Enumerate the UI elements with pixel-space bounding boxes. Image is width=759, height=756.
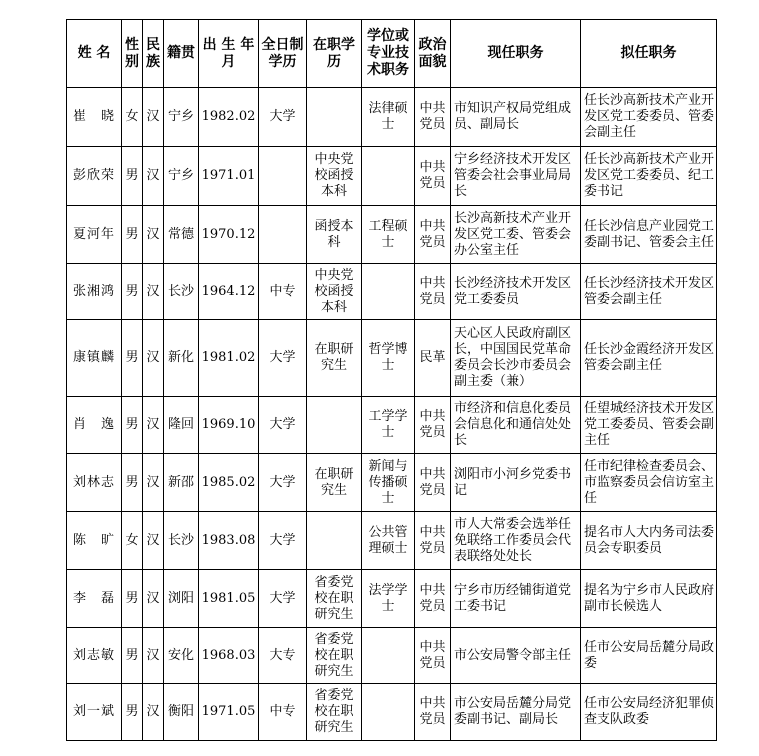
header-political: 政治面貌 xyxy=(415,20,451,88)
cell-inservice-edu: 中央党校函授本科 xyxy=(307,264,362,320)
cell-ethnicity: 汉 xyxy=(143,88,164,147)
cell-origin: 隆回 xyxy=(164,397,199,454)
cell-ethnicity: 汉 xyxy=(143,628,164,684)
cell-gender: 男 xyxy=(122,206,143,264)
header-birth: 出 生 年 月 xyxy=(199,20,259,88)
header-name: 姓 名 xyxy=(67,20,122,88)
cell-name: 李 磊 xyxy=(67,570,122,628)
cell-name: 刘林志 xyxy=(67,454,122,512)
table-row xyxy=(67,454,717,512)
cell-gender: 男 xyxy=(122,320,143,397)
cell-proposed-post: 任市公安局经济犯罪侦查支队政委 xyxy=(581,684,717,741)
cell-gender: 男 xyxy=(122,454,143,512)
cell-name: 康镇麟 xyxy=(67,320,122,397)
cell-proposed-post: 任长沙经济技术开发区管委会副主任 xyxy=(581,264,717,320)
cell-gender: 女 xyxy=(122,88,143,147)
cell-current-post: 市人大常委会选举任免联络工作委员会代表联络处处长 xyxy=(451,512,581,570)
cell-current-post: 市知识产权局党组成员、副局长 xyxy=(451,88,581,147)
header-degree: 学位或专业技术职务 xyxy=(362,20,415,88)
header-origin: 籍贯 xyxy=(164,20,199,88)
cell-political: 中共党员 xyxy=(415,684,451,741)
cell-fulltime-edu: 大学 xyxy=(259,397,307,454)
cell-degree: 工学学士 xyxy=(362,397,415,454)
cell-name: 刘一斌 xyxy=(67,684,122,741)
cell-birth: 1969.10 xyxy=(199,397,259,454)
cell-ethnicity: 汉 xyxy=(143,206,164,264)
cell-degree xyxy=(362,628,415,684)
cell-ethnicity: 汉 xyxy=(143,512,164,570)
cell-degree xyxy=(362,264,415,320)
cell-origin: 长沙 xyxy=(164,264,199,320)
cell-current-post: 市公安局警令部主任 xyxy=(451,628,581,684)
table-row xyxy=(67,88,717,147)
cell-birth: 1985.02 xyxy=(199,454,259,512)
cell-name: 肖 逸 xyxy=(67,397,122,454)
cell-inservice-edu: 省委党校在职研究生 xyxy=(307,684,362,741)
cell-degree xyxy=(362,147,415,206)
cell-proposed-post: 任望城经济技术开发区党工委委员、管委会副主任 xyxy=(581,397,717,454)
cell-origin: 衡阳 xyxy=(164,684,199,741)
cell-fulltime-edu: 大专 xyxy=(259,628,307,684)
cell-political: 中共党员 xyxy=(415,570,451,628)
header-row xyxy=(67,20,717,88)
cell-origin: 新化 xyxy=(164,320,199,397)
cell-degree: 工程硕士 xyxy=(362,206,415,264)
cell-political: 民革 xyxy=(415,320,451,397)
cell-gender: 男 xyxy=(122,684,143,741)
cell-current-post: 浏阳市小河乡党委书记 xyxy=(451,454,581,512)
cell-current-post: 长沙经济技术开发区党工委委员 xyxy=(451,264,581,320)
table-row xyxy=(67,320,717,397)
cell-current-post: 宁乡市历经铺街道党工委书记 xyxy=(451,570,581,628)
cell-current-post: 宁乡经济技术开发区管委会社会事业局局长 xyxy=(451,147,581,206)
cell-gender: 女 xyxy=(122,512,143,570)
cell-ethnicity: 汉 xyxy=(143,454,164,512)
cell-name: 刘志敏 xyxy=(67,628,122,684)
cell-origin: 长沙 xyxy=(164,512,199,570)
header-fulltime-edu: 全日制学历 xyxy=(259,20,307,88)
table-row xyxy=(67,264,717,320)
cell-fulltime-edu xyxy=(259,206,307,264)
cell-name: 彭欣荣 xyxy=(67,147,122,206)
cell-name: 张湘鸿 xyxy=(67,264,122,320)
cell-current-post: 天心区人民政府副区长，中国国民党革命委员会长沙市委员会副主委（兼） xyxy=(451,320,581,397)
cell-gender: 男 xyxy=(122,628,143,684)
cell-political: 中共党员 xyxy=(415,512,451,570)
cell-political: 中共党员 xyxy=(415,88,451,147)
cell-name: 崔 晓 xyxy=(67,88,122,147)
cell-current-post: 市经济和信息化委员会信息化和通信处处长 xyxy=(451,397,581,454)
table-row xyxy=(67,206,717,264)
cell-birth: 1971.01 xyxy=(199,147,259,206)
cell-name: 夏河年 xyxy=(67,206,122,264)
cell-birth: 1981.05 xyxy=(199,570,259,628)
cell-proposed-post: 任长沙信息产业园党工委副书记、管委会主任 xyxy=(581,206,717,264)
cell-fulltime-edu: 大学 xyxy=(259,320,307,397)
cell-proposed-post: 提名为宁乡市人民政府副市长候选人 xyxy=(581,570,717,628)
cell-birth: 1981.02 xyxy=(199,320,259,397)
cell-degree: 新闻与传播硕士 xyxy=(362,454,415,512)
header-inservice-edu: 在职学历 xyxy=(307,20,362,88)
cell-birth: 1964.12 xyxy=(199,264,259,320)
cell-origin: 常德 xyxy=(164,206,199,264)
cell-birth: 1983.08 xyxy=(199,512,259,570)
table-row xyxy=(67,147,717,206)
cell-birth: 1968.03 xyxy=(199,628,259,684)
cell-degree: 法学学士 xyxy=(362,570,415,628)
cell-fulltime-edu: 中专 xyxy=(259,684,307,741)
cell-current-post: 市公安局岳麓分局党委副书记、副局长 xyxy=(451,684,581,741)
cell-inservice-edu xyxy=(307,88,362,147)
cell-birth: 1970.12 xyxy=(199,206,259,264)
cell-proposed-post: 任长沙金霞经济开发区管委会副主任 xyxy=(581,320,717,397)
cell-origin: 浏阳 xyxy=(164,570,199,628)
cell-political: 中共党员 xyxy=(415,454,451,512)
cell-political: 中共党员 xyxy=(415,264,451,320)
cell-inservice-edu: 在职研究生 xyxy=(307,454,362,512)
cell-origin: 新邵 xyxy=(164,454,199,512)
cell-degree: 法律硕士 xyxy=(362,88,415,147)
cell-inservice-edu xyxy=(307,397,362,454)
cell-ethnicity: 汉 xyxy=(143,264,164,320)
cell-fulltime-edu: 大学 xyxy=(259,88,307,147)
cell-inservice-edu: 省委党校在职研究生 xyxy=(307,570,362,628)
cell-birth: 1982.02 xyxy=(199,88,259,147)
header-gender: 性别 xyxy=(122,20,143,88)
cell-gender: 男 xyxy=(122,397,143,454)
cell-fulltime-edu: 大学 xyxy=(259,454,307,512)
cell-degree: 哲学博士 xyxy=(362,320,415,397)
cell-proposed-post: 提名市人大内务司法委员会专职委员 xyxy=(581,512,717,570)
cell-inservice-edu: 在职研究生 xyxy=(307,320,362,397)
cell-gender: 男 xyxy=(122,147,143,206)
cell-inservice-edu: 中央党校函授本科 xyxy=(307,147,362,206)
header-current-post: 现任职务 xyxy=(451,20,581,88)
table-row xyxy=(67,628,717,684)
cell-political: 中共党员 xyxy=(415,206,451,264)
header-ethnicity: 民族 xyxy=(143,20,164,88)
cell-proposed-post: 任市纪律检查委员会、市监察委员会信访室主任 xyxy=(581,454,717,512)
cell-fulltime-edu xyxy=(259,147,307,206)
cell-inservice-edu: 省委党校在职研究生 xyxy=(307,628,362,684)
cell-proposed-post: 任市公安局岳麓分局政委 xyxy=(581,628,717,684)
cell-ethnicity: 汉 xyxy=(143,684,164,741)
table-row xyxy=(67,570,717,628)
table-row xyxy=(67,397,717,454)
cell-political: 中共党员 xyxy=(415,397,451,454)
cell-degree xyxy=(362,684,415,741)
cell-degree: 公共管理硕士 xyxy=(362,512,415,570)
cell-inservice-edu xyxy=(307,512,362,570)
cell-name: 陈 旷 xyxy=(67,512,122,570)
cell-origin: 宁乡 xyxy=(164,147,199,206)
cell-ethnicity: 汉 xyxy=(143,147,164,206)
cell-political: 中共党员 xyxy=(415,628,451,684)
cell-birth: 1971.05 xyxy=(199,684,259,741)
cell-proposed-post: 任长沙高新技术产业开发区党工委委员、纪工委书记 xyxy=(581,147,717,206)
cell-origin: 安化 xyxy=(164,628,199,684)
cell-current-post: 长沙高新技术产业开发区党工委、管委会办公室主任 xyxy=(451,206,581,264)
cell-fulltime-edu: 中专 xyxy=(259,264,307,320)
cell-ethnicity: 汉 xyxy=(143,397,164,454)
cell-gender: 男 xyxy=(122,264,143,320)
cell-proposed-post: 任长沙高新技术产业开发区党工委委员、管委会副主任 xyxy=(581,88,717,147)
cell-political: 中共党员 xyxy=(415,147,451,206)
cell-gender: 男 xyxy=(122,570,143,628)
table-row xyxy=(67,684,717,741)
cell-fulltime-edu: 大学 xyxy=(259,570,307,628)
cell-inservice-edu: 函授本科 xyxy=(307,206,362,264)
cell-ethnicity: 汉 xyxy=(143,570,164,628)
header-proposed-post: 拟任职务 xyxy=(581,20,717,88)
cell-ethnicity: 汉 xyxy=(143,320,164,397)
table-row xyxy=(67,512,717,570)
cell-fulltime-edu: 大学 xyxy=(259,512,307,570)
cell-origin: 宁乡 xyxy=(164,88,199,147)
appointment-table xyxy=(66,19,717,741)
